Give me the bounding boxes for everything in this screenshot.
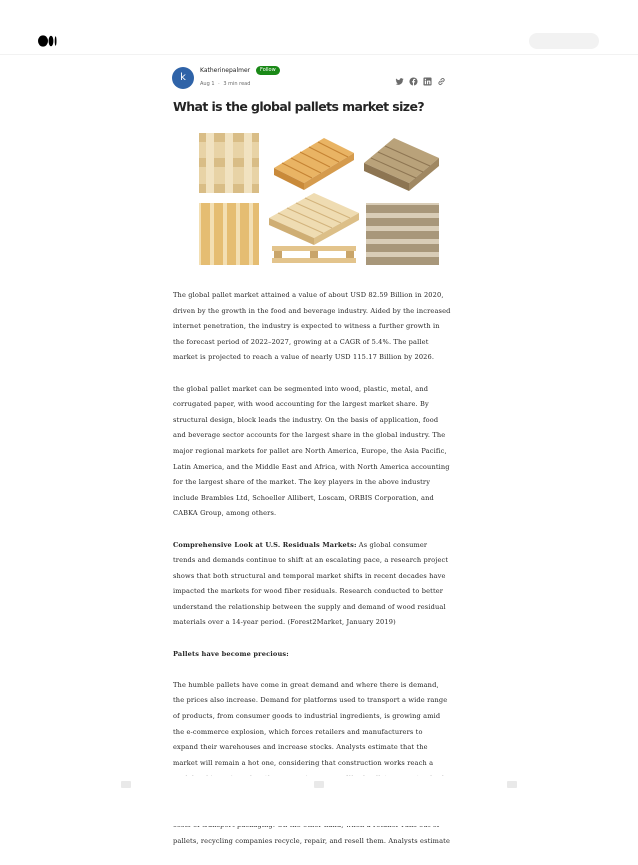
pallet-front-slats bbox=[199, 203, 259, 265]
text-line: major regional markets for pallet are North America, Europe, the Asia Pacific, bbox=[173, 446, 447, 455]
bottom-bookmark-icon[interactable] bbox=[507, 781, 517, 788]
paragraph-4 bbox=[173, 647, 469, 663]
text-line: pallets, recycling companies recycle, repair, and resell them. Analysts estimate bbox=[173, 836, 451, 845]
text-line: the e-commerce explosion, which forces retailers and manufacturers to bbox=[173, 727, 423, 736]
section-heading: Pallets have become precious: bbox=[173, 649, 289, 658]
pallet-horizontal-slats bbox=[366, 203, 439, 265]
pallet-perspective-orange bbox=[274, 138, 354, 190]
article-title: What is the global pallets market size? bbox=[173, 99, 425, 114]
text-line: trends and demands continue to shift at an escalating pace, a research project bbox=[173, 556, 449, 565]
text-line: internet penetration, the industry is expected to witness a further growth in bbox=[173, 322, 440, 331]
section-lead: Comprehensive Look at U.S. Residuals Markets: bbox=[173, 540, 357, 549]
pallet-perspective-gray bbox=[364, 138, 439, 191]
medium-logo[interactable] bbox=[38, 35, 58, 47]
text-line: structural design, block leads the industry. On the basis of application, food bbox=[173, 415, 439, 424]
top-navbar bbox=[0, 0, 638, 55]
text-line: understand the relationship between the supply and demand of wood residual bbox=[173, 602, 446, 611]
author-name[interactable]: Katherinepalmer bbox=[200, 67, 251, 74]
link-icon[interactable] bbox=[437, 71, 446, 80]
text-line: The humble pallets have come in great demand and where there is demand, bbox=[173, 680, 439, 689]
text-line: of products, from consumer goods to industrial ingredients, is growing amid bbox=[173, 712, 441, 721]
facebook-icon[interactable] bbox=[409, 71, 418, 80]
bottom-home-icon[interactable] bbox=[121, 781, 131, 788]
text-line: corrugated paper, with wood accounting for the largest market share. By bbox=[173, 400, 429, 409]
follow-button[interactable]: Follow bbox=[256, 66, 280, 75]
text-line: the forecast period of 2022–2027, growing at a CAGR of 5.4%. The pallet bbox=[173, 337, 429, 346]
text-line: the global pallet market can be segmented into wood, plastic, metal, and bbox=[173, 384, 429, 393]
post-date: Aug 1 bbox=[200, 81, 215, 87]
pallet-top-view-light bbox=[199, 133, 259, 193]
share-icons bbox=[395, 71, 446, 80]
text-line: The global pallet market attained a value of about USD 82.59 Billion in 2020, bbox=[173, 291, 444, 299]
pallet-side-view bbox=[272, 246, 356, 263]
twitter-icon[interactable] bbox=[395, 71, 404, 80]
text-line: materials over a 14-year period. (Forest2Market, January 2019) bbox=[173, 618, 396, 627]
text-line: market is projected to reach a value of nearly USD 115.17 Billion by 2026. bbox=[173, 353, 435, 362]
bottom-search-icon[interactable] bbox=[314, 781, 324, 788]
meta-separator: · bbox=[218, 81, 220, 87]
text-line: As global consumer bbox=[356, 540, 428, 549]
pallets-hero-image bbox=[194, 128, 444, 268]
linkedin-icon[interactable] bbox=[423, 71, 432, 80]
avatar[interactable]: k bbox=[172, 67, 194, 89]
post-meta bbox=[200, 81, 250, 87]
text-line: include Brambles Ltd, Schoeller Allibert, Loscam, ORBIS Corporation, and bbox=[173, 493, 434, 502]
paragraph-3 bbox=[173, 538, 469, 632]
pallet-perspective-light bbox=[269, 193, 359, 245]
read-time: 3 min read bbox=[223, 81, 251, 87]
text-line: the prices also increase. Demand for platforms used to transport a wide range bbox=[173, 696, 448, 705]
bottom-toolbar bbox=[0, 776, 638, 826]
text-line: Latin America, and the Middle East and Africa, with North America accounting bbox=[173, 462, 450, 471]
top-right-placeholder-button[interactable] bbox=[529, 33, 599, 49]
text-line: and beverage sector accounts for the largest share in the global industry. The bbox=[173, 431, 446, 440]
text-line: shows that both structural and temporal market shifts in recent decades have bbox=[173, 571, 446, 580]
paragraph-2 bbox=[173, 382, 469, 522]
text-line: driven by the growth in the food and beverage industry. Aided by the increased bbox=[173, 306, 451, 315]
text-line: impacted the markets for wood fiber residuals. Research conducted to better bbox=[173, 587, 444, 596]
text-line: CABKA Group, among others. bbox=[173, 509, 277, 518]
paragraph-1 bbox=[173, 288, 469, 366]
text-line: expand their warehouses and increase stocks. Analysts estimate that the bbox=[173, 743, 428, 752]
text-line: for the largest share of the market. The key players in the above industry bbox=[173, 478, 431, 487]
text-line: market will remain a hot one, considering that construction works reach a bbox=[173, 758, 434, 767]
